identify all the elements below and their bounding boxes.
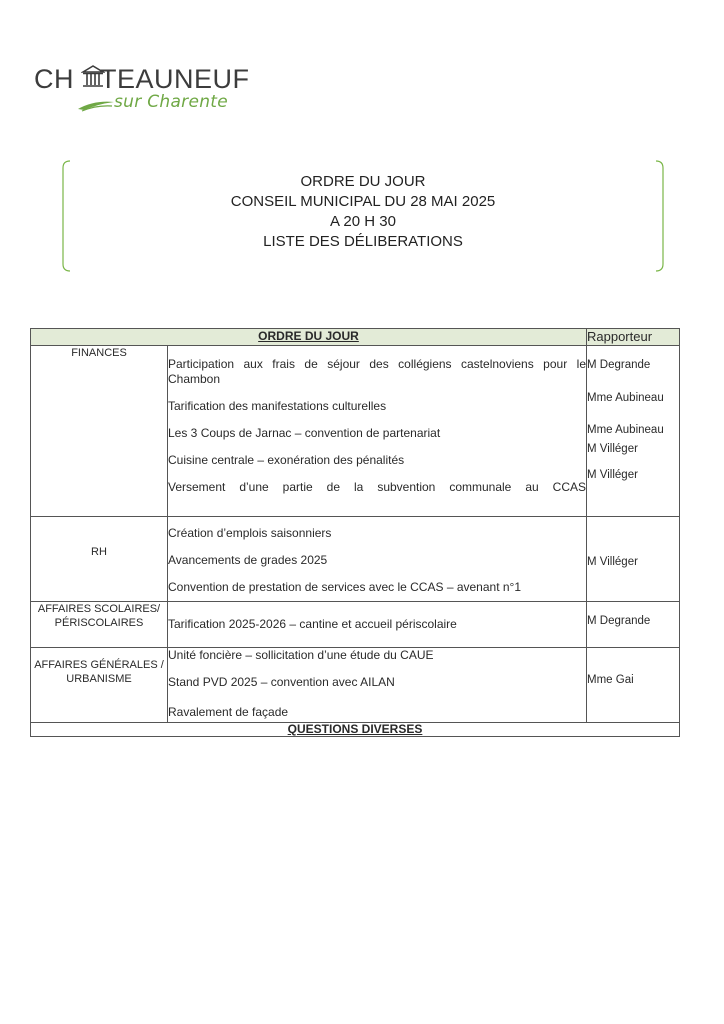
header-time: A 20 H 30 — [330, 213, 396, 230]
items-cell — [168, 346, 587, 517]
category-cell — [31, 648, 168, 723]
agenda-item: Stand PVD 2025 – convention avec AILAN — [168, 675, 395, 689]
rapporteur-cell — [587, 602, 680, 648]
rapporteur-name: M Villéger — [587, 443, 638, 455]
items-cell — [168, 648, 587, 723]
header-subtitle: LISTE DES DÉLIBERATIONS — [263, 233, 463, 250]
logo-text-right: TEAUNEUF — [100, 64, 250, 94]
rapporteur-name: M Degrande — [587, 615, 651, 627]
agenda-item: Tarification 2025-2026 – cantine et accueil périscolaire — [168, 617, 457, 631]
rapporteur-cell — [587, 517, 680, 602]
rapporteur-cell — [587, 648, 680, 723]
table-header-row — [31, 329, 680, 346]
column-header-rapporteur: Rapporteur — [587, 329, 680, 346]
agenda-item: Ravalement de façade — [168, 705, 289, 719]
logo-text-left: CH — [34, 64, 74, 94]
agenda-table — [30, 328, 680, 737]
category-cell — [31, 346, 168, 517]
category-label: PÉRISCOLAIRES — [54, 617, 144, 629]
agenda-item: Participation aux frais de séjour des collégiens castelnoviens pour le Chambon — [168, 357, 586, 386]
table-row — [31, 517, 680, 602]
agenda-item: Cuisine centrale – exonération des pénalités — [168, 453, 405, 467]
rapporteur-cell — [587, 346, 680, 517]
column-header-agenda: ORDRE DU JOUR — [31, 329, 587, 346]
agenda-item: Convention de prestation de services avec le CCAS – avenant n°1 — [168, 580, 522, 594]
agenda-item: Les 3 Coups de Jarnac – convention de partenariat — [168, 426, 441, 440]
rapporteur-name: Mme Aubineau — [587, 424, 664, 436]
category-label: URBANISME — [66, 673, 132, 685]
agenda-item: Versement d’une partie de la subvention communale au CCAS — [168, 480, 586, 494]
castle-icon — [81, 64, 105, 88]
leaf-swoosh-icon — [76, 98, 116, 112]
agenda-item: Tarification des manifestations culturelles — [168, 399, 387, 413]
questions-diverses: QUESTIONS DIVERSES — [31, 723, 680, 737]
agenda-item: Unité foncière – sollicitation d’une étude du CAUE — [168, 648, 434, 662]
category-label: RH — [91, 546, 107, 558]
rapporteur-name: Mme Aubineau — [587, 392, 664, 404]
category-label: AFFAIRES GÉNÉRALES / — [34, 659, 164, 671]
items-cell — [168, 517, 587, 602]
rapporteur-name: M Degrande — [587, 359, 651, 371]
logo-subtitle: sur Charente — [114, 92, 229, 112]
category-cell — [31, 517, 168, 602]
table-row — [31, 602, 680, 648]
logo — [34, 64, 294, 120]
rapporteur-name: M Villéger — [587, 556, 638, 568]
rapporteur-name: Mme Gai — [587, 674, 634, 686]
items-cell — [168, 602, 587, 648]
category-cell — [31, 602, 168, 648]
agenda-header — [62, 160, 664, 272]
table-row — [31, 346, 680, 517]
rapporteur-name: M Villéger — [587, 469, 638, 481]
header-title: ORDRE DU JOUR — [300, 173, 426, 190]
category-label: AFFAIRES SCOLAIRES/ — [37, 603, 161, 615]
agenda-item: Création d’emplois saisonniers — [168, 526, 332, 540]
header-meeting: CONSEIL MUNICIPAL DU 28 MAI 2025 — [230, 193, 496, 210]
logo-wordmark — [34, 64, 250, 94]
table-footer-row — [31, 723, 680, 737]
category-label: FINANCES — [71, 347, 127, 359]
agenda-item: Avancements de grades 2025 — [168, 553, 328, 567]
table-row — [31, 648, 680, 723]
